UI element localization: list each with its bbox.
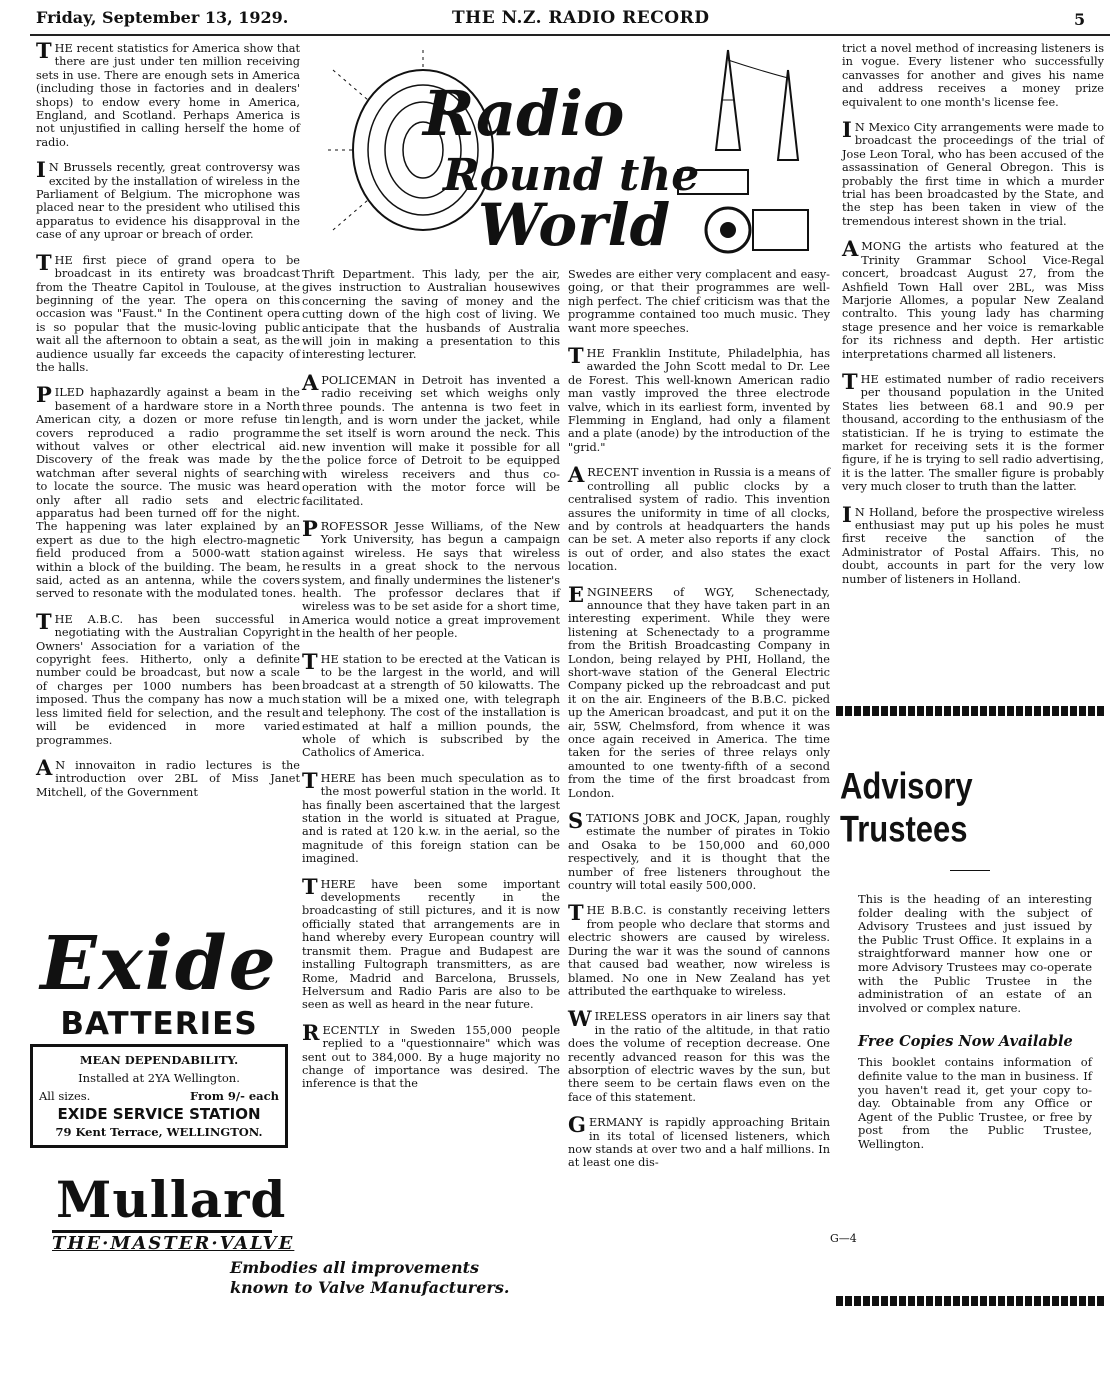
exide-info-box <box>30 1044 288 1148</box>
article-continued: trict a novel method of increasing listeners is in vogue. Every listener who successfully canvasses for another and gives his name and address receives a money prize equivalent to one month's license fee. <box>842 42 1104 109</box>
article: PILED haphazardly against a beam in the basement of a hardware store in a North American city, a dozen or more refuse tin covers reproduced a radio programme without valves or other electrical aid. Discovery of the freak was made by the watchman after several nights of searching to locate the source. The music was heard only after all radio sets and electric apparatus had been turned off for the night. The happening was later explained by an expert as due to the high electro-magnetic field produced from a 5000-watt station within a block of the building. The beam, he said, acted as an antenna, while the covers served to resonate with the modulated tones. <box>36 382 300 601</box>
article: THE B.B.C. is constantly receiving letters from people who declare that storms and electric showers are caused by wireless. During the war it was the sound of cannons that caused bad weather, now wireless is blamed. No one in New Zealand has yet attributed the earthquake to wireless. <box>568 900 830 998</box>
article-continued: Swedes are either very complacent and easy-going, or that their programmes are well-nigh perfect. The chief criticism was that the programme contained too much music. They want more speeches. <box>568 268 830 335</box>
article: STATIONS JOBK and JOCK, Japan, roughly estimate the number of pirates in Tokio and Osaka to be 150,000 and 60,000 respectively, and it is thought that the number of free listeners throughout the country will total easily 500,000. <box>568 808 830 893</box>
article: IN Mexico City arrangements were made to broadcast the proceedings of the trial of Jose Leon Toral, who has been accused of the assassination of General Obregon. This is probably the first time in which a murder trial has been broadcasted by the State, and the step has been taken in view of the tremendous interest shown in the trial. <box>842 117 1104 228</box>
exide-station: EXIDE SERVICE STATION <box>57 1105 261 1123</box>
header-rule <box>30 34 1110 36</box>
article: THE Franklin Institute, Philadelphia, has awarded the John Scott medal to Dr. Lee de Forest. This well-known American radio man vastly improved the three electrode valve, which in its earliest form, invented by Flemming in England, had only a filament and a plate (anode) by the introduction of the "grid." <box>568 343 830 454</box>
exide-address: 79 Kent Terrace, WELLINGTON. <box>55 1125 263 1139</box>
article: THERE have been some important developments recently in the broadcasting of still pictures, and it is now officially stated that arrangements are in hand whereby every European country will transmit them. Prague and Budapest are installing Fultograph transmitters, as are Rome, Madrid and Barcelona, Brussels, Helversum and Radio Paris are also to be seen as well as heard in the near future. <box>302 873 560 1012</box>
free-copies-heading: Free Copies Now Available <box>858 1033 1073 1051</box>
radio-tower-icon <box>716 50 798 160</box>
exide-batteries: BATTERIES <box>60 1006 258 1042</box>
article: THE A.B.C. has been successful in negotiating with the Australian Copyright Owners' Association for a variation of the copyright fees. Hitherto, only a definite number could be broadcast, but now a scale of charges per 1000 numbers has been imposed. Thus the company has now a much less limited field for selection, and the result will be evidenced in more varied programmes. <box>36 608 300 747</box>
exide-installed: Installed at 2YA Wellington. <box>78 1071 240 1085</box>
exide-price-row <box>39 1087 279 1105</box>
article: IN Brussels recently, great controversy was excited by the installation of wireless in the Parliament of Belgium. The microphone was placed near to the president who utilised this apparatus to evidence his disapproval in the case of any uproar or breach of order. <box>36 157 300 242</box>
article: THE station to be erected at the Vatican is to be the largest in the world, and will broadcast at a strength of 50 kilowatts. The station will be a mixed one, with telegraph and telephony. The cost of the installation is estimated at half a million pounds, the whole of which is subscribed by the Catholics of America. <box>302 648 560 760</box>
column-3 <box>568 268 830 1182</box>
column-2 <box>302 268 560 1103</box>
article: AMONG the artists who featured at the Trinity Grammar School Vice-Regal concert, broadcast August 27, from the Ashfield Town Hall over 2BL, was Miss Marjorie Allomes, a popular New Zealand contralto. This young lady has charming stage presence and her voice is remarkable for its richness and depth. Her artistic interpretations charmed all listeners. <box>842 236 1104 361</box>
exide-slogan: MEAN DEPENDABILITY. <box>79 1053 239 1067</box>
divider <box>836 706 1106 716</box>
article-continued: Thrift Department. This lady, per the air, gives instruction to Australian housewives concerning the saving of money and the cutting down of the high cost of living. We anticipate that the husbands of Australia will join in making a presentation to this interesting lecturer. <box>302 268 560 362</box>
header-date: Friday, September 13, 1929. <box>36 8 289 27</box>
article: RECENTLY in Sweden 155,000 people replied to a "questionnaire" which was sent out to 384,000. By a huge majority no change of importance was desired. The inference is that the <box>302 1019 560 1091</box>
radio-round-the-world-banner <box>328 40 828 265</box>
article: AN innovaiton in radio lectures is the introduction over 2BL of Miss Janet Mitchell, of the Government <box>36 754 300 799</box>
article: PROFESSOR Jesse Williams, of the New York University, has begun a campaign against wireless. He says that wireless results in a great shock to the nervous system, and finally undermines the listener's health. The professor declares that if wireless was to be set aside for a short time, America would notice a great improvement in the health of her people. <box>302 515 560 641</box>
article: IN Holland, before the prospective wireless enthusiast may put up his poles he must first receive the sanction of the Administrator of Postal Affairs. This, no doubt, accounts in part for the very low number of listeners in Holland. <box>842 501 1104 586</box>
mullard-tag: THE·MASTER·VALVE <box>52 1230 272 1254</box>
page-header <box>0 6 1114 32</box>
banner-round-the: Round the <box>443 150 700 201</box>
column-1 <box>36 38 300 811</box>
header-title: THE N.Z. RADIO RECORD <box>452 8 710 28</box>
article: THE estimated number of radio receivers per thousand population in the United States lies between 68.1 and 90.9 per thousand, according to the enthusiasm of the statistician. If he is trying to estimate the market for receiving sets it is the former figure, if he is trying to sell radio advertising, it is the latter. The smaller figure is probably very much closer to truth than the latter. <box>842 368 1104 494</box>
exide-price: From 9/- each <box>190 1089 279 1103</box>
exide-sizes: All sizes. <box>39 1089 91 1103</box>
exide-advertisement <box>30 920 288 1160</box>
divider <box>836 1296 1106 1306</box>
mullard-line-1: Embodies all improvements <box>230 1258 480 1277</box>
advisory-body: This is the heading of an interesting folder dealing with the subject of Advisory Trustees and just issued by the Public Trust Office. It explains in a straightforward manner how one or more Advisory Trustees may co-operate with the Public Trustee in the administration of an estate of an involved or complex nature. <box>858 892 1092 1015</box>
page-number: 5 <box>1074 10 1086 29</box>
banner-world: World <box>478 191 671 259</box>
exide-logo: Exide <box>40 921 278 1007</box>
article: APOLICEMAN in Detroit has invented a radio receiving set which weighs only three pounds. The antenna is two feet in length, and is worn under the jacket, while the set itself is worn around the neck. This new invention will make it possible for all the police force of Detroit to be equipped with wireless receivers and thus co-operation with the motor force will be facilitated. <box>302 369 560 508</box>
free-copies-body: This booklet contains information of definite value to the man in business. If you haven't read it, get your copy to-day. Obtainable from any Office or Agent of the Public Trustee, or free by post from the Public Trustee, Wellington. <box>858 1055 1092 1151</box>
mullard-logo: Mullard <box>56 1170 287 1229</box>
mullard-line-2: known to Valve Manufacturers. <box>230 1278 510 1297</box>
article: GERMANY is rapidly approaching Britain in its total of licensed listeners, which now stands at over two and a half millions. In at least one dis- <box>568 1112 830 1170</box>
article: THERE has been much speculation as to the most powerful station in the world. It has finally been ascertained that the largest station in the world is situated at Prague, and is rated at 120 k.w. in the aerial, so the magnitude of this foreign station can be imagined. <box>302 767 560 866</box>
banner-radio: Radio <box>423 77 625 150</box>
article: THE first piece of grand opera to be broadcast in its entirety was broadcast from the Theatre Capitol in Toulouse, at the beginning of the year. The opera on this occasion was "Faust." In the Continent opera is so popular that the music-loving public wait all the afternoon to obtain a seat, as the audience usually far exceeds the capacity of the halls. <box>36 249 300 374</box>
column-4 <box>842 42 1104 598</box>
article: THE recent statistics for America show that there are just under ten million receiving sets in use. There are enough sets in America (including those in factories and in dealers' shops) to endow every home in America, England, and Scotland. Perhaps America is not unjustified in calling herself the home of radio. <box>36 38 300 149</box>
advisory-title: Advisory Trustees <box>840 764 973 850</box>
mullard-tagline <box>230 1258 509 1298</box>
article: ENGINEERS of WGY, Schenectady, announce that they have taken part in an interesting experiment. While they were listening at Schenectady to a programme from the British Broadcasting Company in London, being relayed by PHI, Holland, the short-wave station of the General Electric Company picked up the rebroadcast and put it on the air. Engineers of the B.B.C. picked up the American broadcast, and put it on the air, 5SW, Chelmsford, from whence it was once again received in America. The time taken for the series of three relays only amounted to one twenty-fifth of a second from the time of the first broadcast from London. <box>568 581 830 800</box>
ad-code: G—4 <box>830 1232 857 1245</box>
article: ARECENT invention in Russia is a means of controlling all public clocks by a centralised system of radio. This invention assures the uniformity in time of all clocks, and by controls at headquarters the hands can be set. A meter also reports if any clock is out of order, and also states the exact location. <box>568 462 830 574</box>
article: WIRELESS operators in air liners say that in the ratio of the altitude, in that ratio does the volume of reception decrease. One recently advanced reason for this was the absorption of electric waves by the sun, but there seem to be certain flaws even on the face of this statement. <box>568 1006 830 1104</box>
advisory-trustees-advertisement <box>830 706 1106 1245</box>
mullard-advertisement <box>30 1170 550 1300</box>
divider <box>950 870 990 871</box>
